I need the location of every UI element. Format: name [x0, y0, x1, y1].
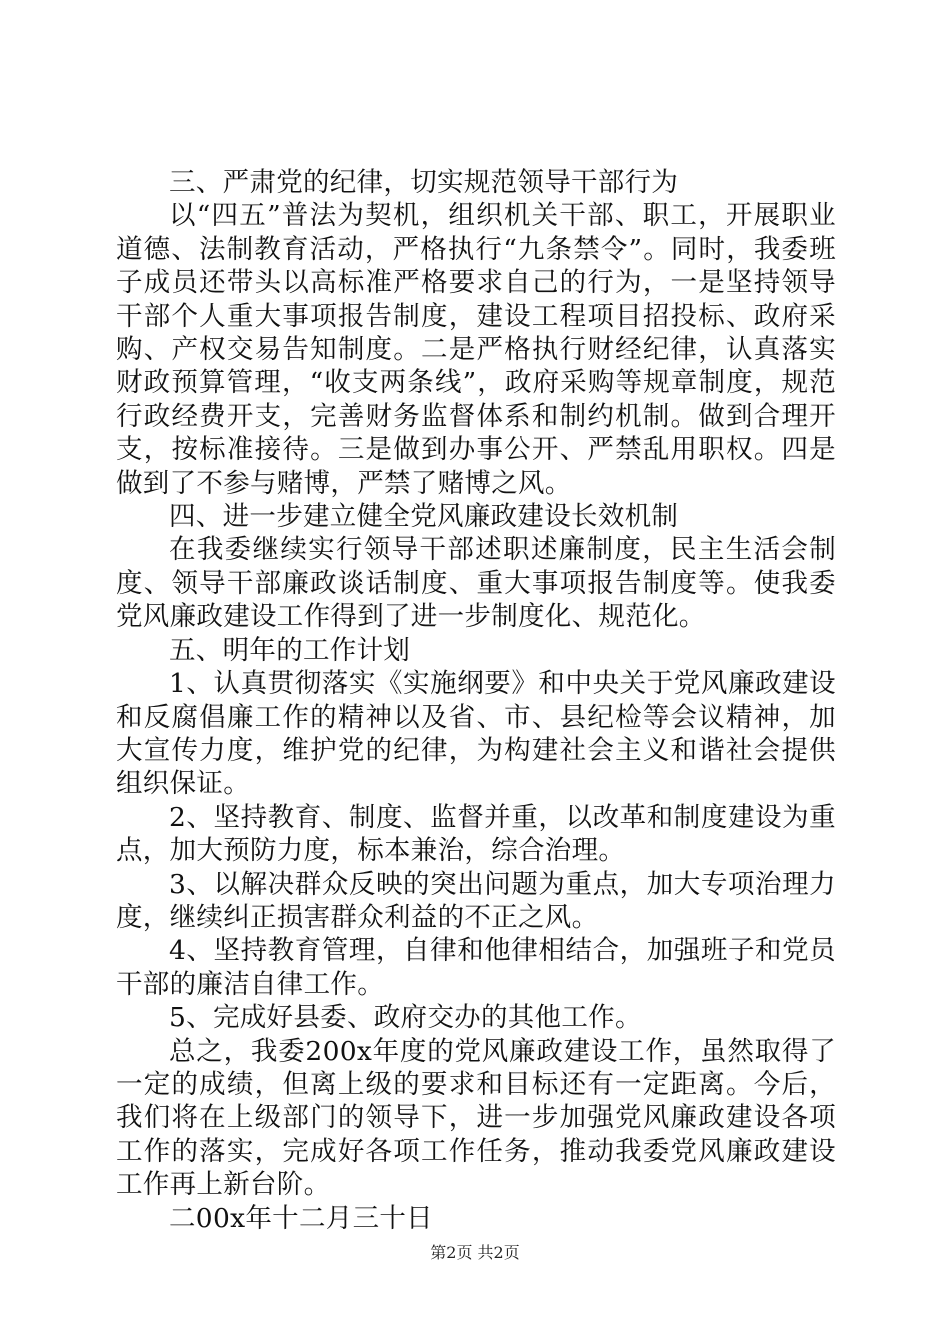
plan-item-4: 4、坚持教育管理，自律和他律相结合，加强班子和党员干部的廉洁自律工作。	[116, 935, 836, 1000]
section-heading-5: 五、明年的工作计划	[169, 634, 411, 666]
section-heading-3: 三、严肃党的纪律，切实规范领导干部行为	[169, 167, 679, 198]
plan-item-3: 3、以解决群众反映的突出问题为重点，加大专项治理力度，继续纠正损害群众利益的不正之风。	[116, 868, 836, 933]
section-heading-4: 四、进一步建立健全党风廉政建设长效机制	[169, 501, 679, 533]
page-footer: 第2页 共2页	[430, 1243, 520, 1262]
document-date: 二00x年十二月三十日	[169, 1202, 433, 1234]
paragraph-discipline: 以“四五”普法为契机，组织机关干部、职工，开展职业道德、法制教育活动，严格执行“九条禁令”。同时，我委班子成员还带头以高标准严格要求自己的行为，一是坚持领导干部个人重大事项报告制度，建设工程项目招投标、政府采购、产权交易告知制度。二是严格执行财经纪律，认真落实财政预算管理，“收支两条线”，政府采购等规章制度，规范行政经费开支，完善财务监督体系和制约机制。做到合理开支，按标准接待。三是做到办事公开、严禁乱用职权。四是做到了不参与赌博，严禁了赌博之风。	[116, 200, 836, 499]
paragraph-summary: 总之，我委200x年度的党风廉政建设工作，虽然取得了一定的成绩，但离上级的要求和目标还有一定距离。今后，我们将在上级部门的领导下，进一步加强党风廉政建设各项工作的落实，完成好各项工作任务，推动我委党风廉政建设工作再上新台阶。	[116, 1035, 836, 1201]
plan-item-1: 1、认真贯彻落实《实施纲要》和中央关于党风廉政建设和反腐倡廉工作的精神以及省、市、县纪检等会议精神，加大宣传力度，维护党的纪律，为构建社会主义和谐社会提供组织保证。	[116, 668, 836, 800]
document-body	[116, 166, 836, 1235]
paragraph-mechanism: 在我委继续实行领导干部述职述廉制度，民主生活会制度、领导干部廉政谈话制度、重大事项报告制度等。使我委党风廉政建设工作得到了进一步制度化、规范化。	[116, 534, 836, 633]
plan-item-2: 2、坚持教育、制度、监督并重，以改革和制度建设为重点，加大预防力度，标本兼治，综合治理。	[116, 801, 836, 867]
plan-item-5: 5、完成好县委、政府交办的其他工作。	[169, 1002, 642, 1034]
